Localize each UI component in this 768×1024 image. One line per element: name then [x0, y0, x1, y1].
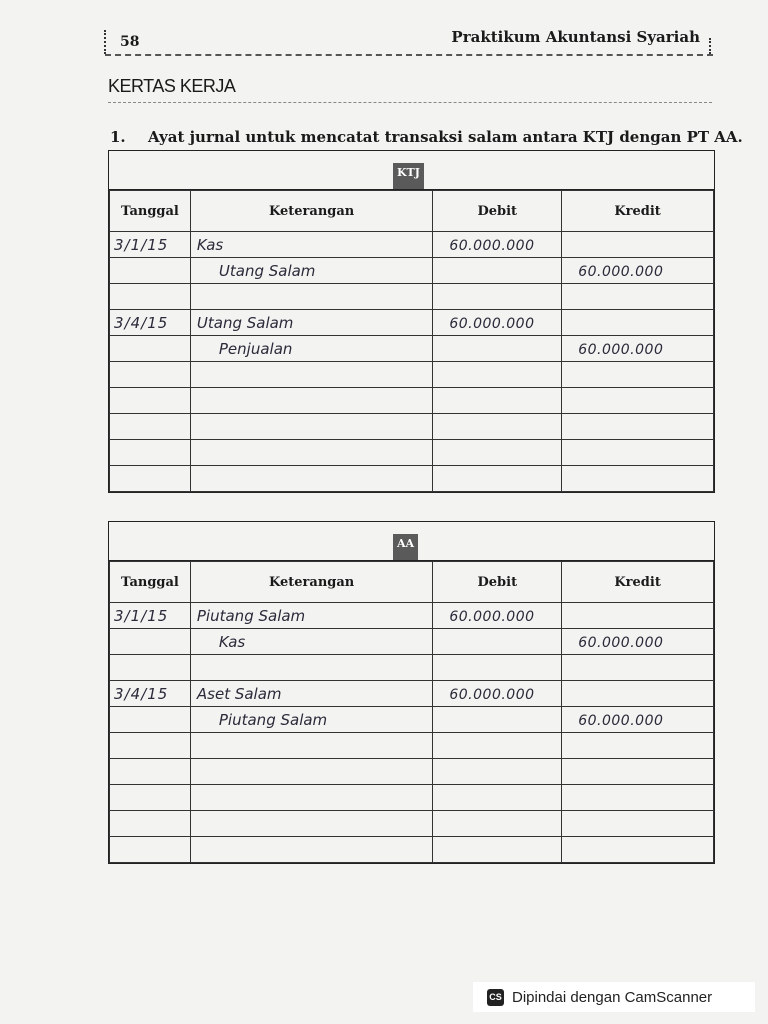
- debit-value: 60.000.000: [449, 687, 535, 703]
- header-margin-dots-right: [709, 38, 715, 54]
- debit-cell: [433, 414, 562, 440]
- description-value: [191, 392, 197, 410]
- description-cell: [190, 466, 432, 492]
- header-margin-dots: [104, 30, 110, 54]
- date-cell: [110, 707, 191, 733]
- date-cell: [110, 466, 191, 492]
- running-header: Praktikum Akuntansi Syariah: [451, 28, 700, 46]
- description-value: [191, 366, 197, 384]
- page-number: 58: [120, 34, 140, 50]
- description-cell: [190, 310, 432, 336]
- description-value: [191, 737, 197, 755]
- date-value: [110, 366, 114, 384]
- credit-value: [562, 238, 578, 254]
- debit-cell: [433, 785, 562, 811]
- table-row: [110, 232, 714, 258]
- journal-table-ktj: [108, 150, 715, 493]
- credit-value: [562, 817, 578, 833]
- credit-cell: [562, 785, 714, 811]
- description-value: [191, 763, 197, 781]
- date-value: [110, 288, 114, 306]
- debit-value: [433, 739, 449, 755]
- date-value: [110, 444, 114, 462]
- credit-value: [562, 661, 578, 677]
- journal-title-bar: [109, 151, 714, 190]
- debit-value: 60.000.000: [449, 609, 535, 625]
- description-value: [191, 659, 197, 677]
- credit-value: [562, 420, 578, 436]
- debit-cell: [433, 258, 562, 284]
- date-value: [110, 418, 114, 436]
- table-row: [110, 681, 714, 707]
- column-header-credit: Kredit: [562, 191, 714, 232]
- date-cell: [110, 837, 191, 863]
- date-cell: [110, 733, 191, 759]
- credit-value: [562, 609, 578, 625]
- description-cell: [190, 284, 432, 310]
- description-cell: [190, 629, 432, 655]
- table-header-row: [110, 562, 714, 603]
- date-cell: [110, 759, 191, 785]
- description-cell: [190, 362, 432, 388]
- section-rule: [108, 102, 712, 103]
- table-row: [110, 388, 714, 414]
- description-cell: [190, 232, 432, 258]
- debit-cell: [433, 284, 562, 310]
- credit-cell: [562, 440, 714, 466]
- debit-value: [433, 472, 449, 488]
- debit-value: [433, 713, 449, 729]
- debit-cell: [433, 759, 562, 785]
- date-cell: [110, 681, 191, 707]
- debit-cell: [433, 603, 562, 629]
- column-header-debit: Debit: [433, 191, 562, 232]
- table-row: [110, 414, 714, 440]
- debit-cell: [433, 811, 562, 837]
- debit-cell: [433, 466, 562, 492]
- date-value: 3/1/15: [114, 236, 169, 254]
- table-row: [110, 284, 714, 310]
- date-value: [110, 737, 114, 755]
- table-row: [110, 785, 714, 811]
- journal-title-bar: [109, 522, 714, 561]
- debit-value: [433, 843, 449, 859]
- description-cell: [190, 811, 432, 837]
- table-row: [110, 811, 714, 837]
- table-row: [110, 258, 714, 284]
- debit-cell: [433, 681, 562, 707]
- debit-cell: [433, 733, 562, 759]
- debit-cell: [433, 707, 562, 733]
- credit-cell: [562, 681, 714, 707]
- date-cell: [110, 232, 191, 258]
- credit-cell: [562, 258, 714, 284]
- credit-cell: [562, 232, 714, 258]
- table-row: [110, 655, 714, 681]
- debit-value: [433, 420, 449, 436]
- instruction-text: Ayat jurnal untuk mencatat transaksi salam antara KTJ dengan PT AA.: [148, 128, 743, 146]
- header-rule: [105, 54, 713, 56]
- debit-value: [433, 661, 449, 677]
- credit-cell: [562, 733, 714, 759]
- description-value: [191, 418, 197, 436]
- credit-value: [562, 394, 578, 410]
- table-row: [110, 759, 714, 785]
- debit-value: 60.000.000: [449, 238, 535, 254]
- column-header-credit: Kredit: [562, 562, 714, 603]
- description-value: [191, 288, 197, 306]
- description-value: [191, 815, 197, 833]
- credit-value: [562, 472, 578, 488]
- credit-value: 60.000.000: [578, 264, 664, 280]
- debit-value: [433, 817, 449, 833]
- journal-title: KTJ: [393, 163, 424, 189]
- date-value: [110, 789, 114, 807]
- date-cell: [110, 388, 191, 414]
- description-cell: [190, 655, 432, 681]
- credit-value: 60.000.000: [578, 713, 664, 729]
- description-cell: [190, 258, 432, 284]
- journal-title: AA: [393, 534, 418, 560]
- credit-value: 60.000.000: [578, 342, 664, 358]
- date-cell: [110, 336, 191, 362]
- description-cell: [190, 707, 432, 733]
- description-value: Kas: [218, 633, 246, 651]
- debit-value: [433, 368, 449, 384]
- journal-table-aa: [108, 521, 715, 864]
- debit-cell: [433, 629, 562, 655]
- date-cell: [110, 629, 191, 655]
- table-header-row: [110, 191, 714, 232]
- credit-value: [562, 446, 578, 462]
- scanner-watermark: [473, 982, 755, 1012]
- instruction: [110, 128, 743, 146]
- credit-value: [562, 843, 578, 859]
- description-cell: [190, 336, 432, 362]
- credit-cell: [562, 414, 714, 440]
- credit-value: [562, 290, 578, 306]
- date-cell: [110, 284, 191, 310]
- credit-value: [562, 316, 578, 332]
- description-value: [191, 841, 197, 859]
- credit-value: [562, 687, 578, 703]
- journal-grid: [109, 561, 714, 863]
- description-value: [191, 789, 197, 807]
- date-value: [110, 841, 114, 859]
- credit-cell: [562, 707, 714, 733]
- date-value: 3/1/15: [114, 607, 169, 625]
- credit-cell: [562, 837, 714, 863]
- column-header-description: Keterangan: [190, 562, 432, 603]
- date-value: [110, 470, 114, 488]
- credit-cell: [562, 466, 714, 492]
- debit-cell: [433, 232, 562, 258]
- description-cell: [190, 440, 432, 466]
- credit-cell: [562, 362, 714, 388]
- column-header-description: Keterangan: [190, 191, 432, 232]
- table-row: [110, 440, 714, 466]
- credit-cell: [562, 759, 714, 785]
- credit-cell: [562, 284, 714, 310]
- date-value: [110, 262, 114, 280]
- description-cell: [190, 759, 432, 785]
- credit-value: 60.000.000: [578, 635, 664, 651]
- table-row: [110, 629, 714, 655]
- description-value: Aset Salam: [196, 685, 282, 703]
- credit-value: [562, 791, 578, 807]
- credit-cell: [562, 310, 714, 336]
- credit-cell: [562, 336, 714, 362]
- description-cell: [190, 733, 432, 759]
- table-row: [110, 707, 714, 733]
- credit-cell: [562, 629, 714, 655]
- date-cell: [110, 655, 191, 681]
- description-value: Utang Salam: [218, 262, 316, 280]
- table-row: [110, 362, 714, 388]
- table-row: [110, 466, 714, 492]
- date-cell: [110, 310, 191, 336]
- description-value: [191, 444, 197, 462]
- debit-value: [433, 290, 449, 306]
- description-cell: [190, 681, 432, 707]
- table-row: [110, 310, 714, 336]
- date-cell: [110, 362, 191, 388]
- credit-cell: [562, 655, 714, 681]
- credit-cell: [562, 388, 714, 414]
- debit-value: [433, 635, 449, 651]
- credit-value: [562, 739, 578, 755]
- date-value: [110, 633, 114, 651]
- date-value: [110, 763, 114, 781]
- debit-cell: [433, 655, 562, 681]
- date-cell: [110, 603, 191, 629]
- date-value: 3/4/15: [114, 685, 169, 703]
- description-cell: [190, 388, 432, 414]
- description-value: Utang Salam: [196, 314, 294, 332]
- table-row: [110, 837, 714, 863]
- date-value: 3/4/15: [114, 314, 169, 332]
- scanner-text: Dipindai dengan CamScanner: [512, 988, 713, 1006]
- credit-cell: [562, 603, 714, 629]
- description-cell: [190, 603, 432, 629]
- column-header-date: Tanggal: [110, 562, 191, 603]
- credit-value: [562, 765, 578, 781]
- debit-value: [433, 264, 449, 280]
- date-cell: [110, 414, 191, 440]
- credit-value: [562, 368, 578, 384]
- table-row: [110, 603, 714, 629]
- description-value: Penjualan: [218, 340, 293, 358]
- description-cell: [190, 837, 432, 863]
- table-row: [110, 733, 714, 759]
- date-cell: [110, 811, 191, 837]
- debit-cell: [433, 336, 562, 362]
- debit-value: [433, 791, 449, 807]
- date-value: [110, 659, 114, 677]
- debit-cell: [433, 837, 562, 863]
- debit-cell: [433, 388, 562, 414]
- date-value: [110, 340, 114, 358]
- description-value: Piutang Salam: [196, 607, 306, 625]
- column-header-date: Tanggal: [110, 191, 191, 232]
- column-header-debit: Debit: [433, 562, 562, 603]
- debit-value: [433, 446, 449, 462]
- debit-cell: [433, 362, 562, 388]
- table-row: [110, 336, 714, 362]
- section-title: KERTAS KERJA: [108, 76, 236, 96]
- description-value: [191, 470, 197, 488]
- debit-cell: [433, 440, 562, 466]
- debit-value: [433, 394, 449, 410]
- date-cell: [110, 440, 191, 466]
- journal-grid: [109, 190, 714, 492]
- date-value: [110, 392, 114, 410]
- date-cell: [110, 785, 191, 811]
- instruction-number: 1.: [110, 128, 126, 146]
- date-cell: [110, 258, 191, 284]
- description-value: Piutang Salam: [218, 711, 328, 729]
- date-value: [110, 711, 114, 729]
- credit-cell: [562, 811, 714, 837]
- description-cell: [190, 785, 432, 811]
- debit-cell: [433, 310, 562, 336]
- debit-value: [433, 765, 449, 781]
- description-value: Kas: [196, 236, 224, 254]
- date-value: [110, 815, 114, 833]
- description-cell: [190, 414, 432, 440]
- debit-value: 60.000.000: [449, 316, 535, 332]
- debit-value: [433, 342, 449, 358]
- camscanner-icon: CS: [487, 989, 504, 1006]
